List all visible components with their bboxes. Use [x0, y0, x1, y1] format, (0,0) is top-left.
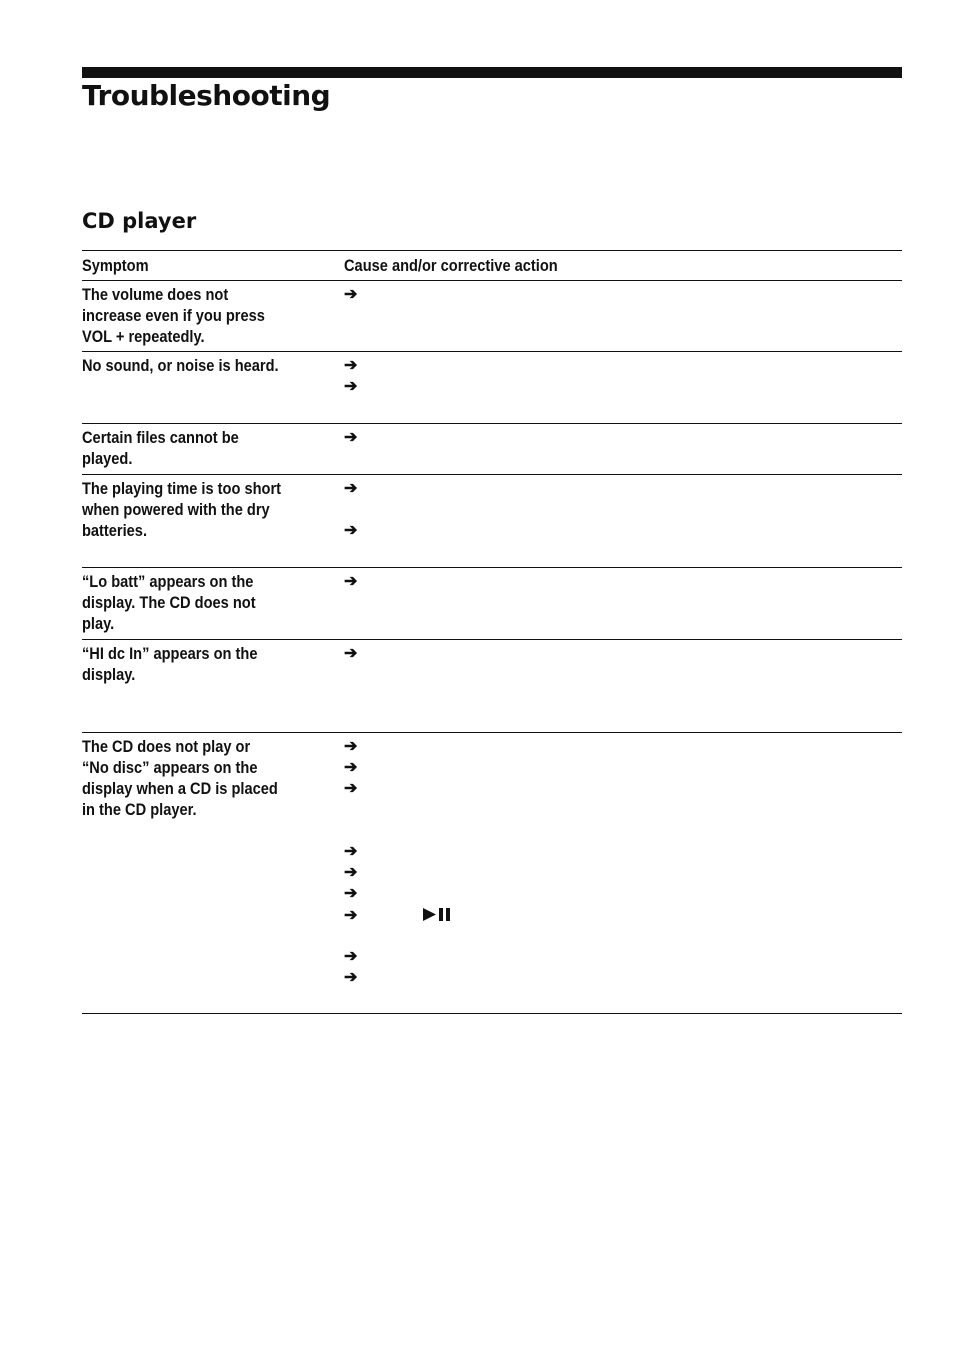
- cause-header: Cause and/or corrective action: [344, 256, 558, 275]
- table-row: [82, 352, 902, 424]
- table-header-row: [82, 251, 902, 281]
- arrow-icon: ➔: [344, 429, 358, 446]
- arrow-icon: ➔: [344, 864, 358, 881]
- arrow-icon: ➔: [344, 948, 358, 965]
- table-row: [82, 568, 902, 640]
- table-row: [82, 424, 902, 475]
- table-row: [82, 281, 902, 352]
- symptom-header: Symptom: [82, 256, 149, 275]
- arrow-icon: ➔: [344, 843, 358, 860]
- arrow-icon: ➔: [344, 780, 358, 797]
- troubleshooting-table: [82, 250, 902, 1014]
- symptom-cell: “Lo batt” appears on the display. The CD does not play.: [82, 572, 256, 633]
- arrow-icon: ➔: [344, 378, 358, 395]
- arrow-icon: ➔: [344, 522, 358, 539]
- symptom-cell: The CD does not play or “No disc” appears on the display when a CD is placed in the CD player.: [82, 737, 278, 819]
- symptom-cell: No sound, or noise is heard.: [82, 356, 279, 375]
- page-title: Troubleshooting: [82, 79, 331, 112]
- arrow-icon: ➔: [344, 969, 358, 986]
- section-title: CD player: [82, 209, 197, 233]
- symptom-cell: Certain files cannot be played.: [82, 428, 239, 468]
- symptom-cell: “HI dc In” appears on the display.: [82, 644, 258, 684]
- table-row: [82, 640, 902, 733]
- table-row: [82, 733, 902, 1014]
- arrow-icon: ➔: [344, 286, 358, 303]
- top-rule: [82, 67, 902, 78]
- play-pause-icon: [422, 904, 452, 925]
- arrow-icon: ➔: [344, 357, 358, 374]
- table-row: [82, 475, 902, 568]
- arrow-icon: ➔: [344, 738, 358, 755]
- arrow-icon: ➔: [344, 759, 358, 776]
- arrow-icon: ➔: [344, 907, 358, 924]
- arrow-icon: ➔: [344, 645, 358, 662]
- symptom-cell: The playing time is too short when powered with the dry batteries.: [82, 479, 282, 540]
- arrow-icon: ➔: [344, 885, 358, 902]
- arrow-icon: ➔: [344, 480, 358, 497]
- symptom-cell: The volume does not increase even if you press VOL + repeatedly.: [82, 285, 265, 346]
- arrow-icon: ➔: [344, 573, 358, 590]
